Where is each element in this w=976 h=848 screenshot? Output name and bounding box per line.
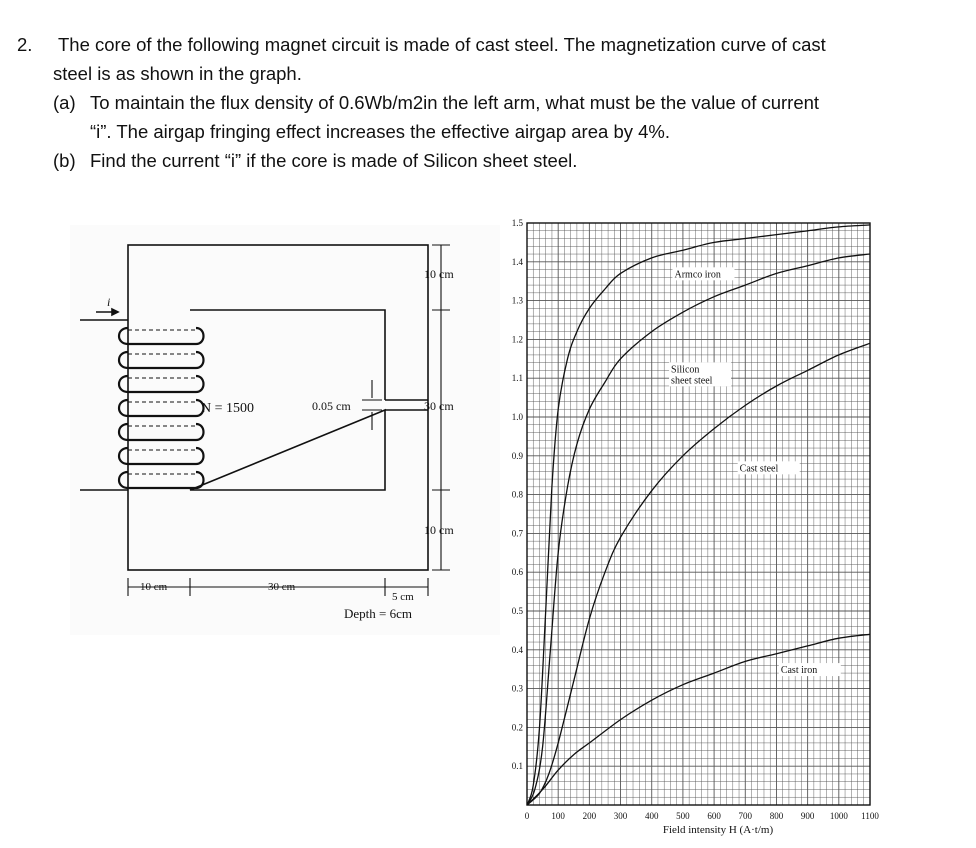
chart-x-tick-label: 300 — [613, 811, 628, 821]
question-line-1: The core of the following magnet circuit is made of cast steel. The magnetization curve of cast — [58, 34, 826, 55]
chart-x-tick-label: 100 — [551, 811, 565, 821]
chart-y-tick-label: 0.3 — [511, 683, 523, 694]
chart-x-tick-label: 1000 — [829, 811, 848, 821]
question-line-2: steel is as shown in the graph. — [53, 63, 302, 84]
chart-grid — [527, 223, 870, 805]
chart-x-tick-label: 1100 — [861, 811, 879, 821]
chart-series-label: Cast steel — [739, 463, 779, 475]
chart-series-line-silicon-sheet-steel — [527, 254, 870, 805]
chart-series-lines — [527, 225, 870, 805]
chart-y-tick-label: 1.5 — [511, 218, 523, 228]
chart-y-tick-label: 0.9 — [511, 450, 523, 461]
part-b-line-1: Find the current “i” if the core is made of Silicon sheet steel. — [90, 150, 578, 171]
chart-y-tick-label: 0.5 — [511, 606, 523, 616]
chart-x-tick-label: 400 — [644, 811, 659, 821]
chart-y-tick-label: 0.8 — [511, 489, 523, 500]
chart-x-tick-label: 0 — [524, 811, 530, 821]
gap-label: 0.05 cm — [312, 399, 351, 413]
part-a-line-1: To maintain the flux density of 0.6Wb/m2in the left arm, what must be the value of current — [90, 92, 820, 113]
current-label: i — [107, 295, 111, 309]
chart-y-tick-label: 1.3 — [511, 295, 523, 306]
chart-series-line-armco-iron — [527, 225, 870, 805]
left-dimension-label: 10 cm — [140, 581, 168, 593]
part-b-label: (b) — [53, 150, 76, 171]
chart-y-tick-label: 1.0 — [511, 412, 523, 422]
chart-x-tick-label: 900 — [800, 811, 815, 821]
gap-width-dimension-label: 5 cm — [392, 591, 414, 603]
chart-x-tick-label: 600 — [707, 811, 721, 821]
chart-x-tick-label: 700 — [738, 811, 753, 821]
chart-series-line-cast-steel — [527, 343, 870, 805]
top-dimension-label: 10 cm — [424, 267, 454, 281]
chart-y-tick-label: 1.2 — [511, 334, 523, 345]
chart-y-tick-label: 0.4 — [511, 644, 523, 655]
chart-y-tick-label: 0.1 — [511, 761, 523, 772]
bottom-right-dimension-label: 10 cm — [424, 523, 454, 537]
width-dimension-label: 30 cm — [268, 581, 296, 593]
chart-plot-frame — [527, 223, 870, 805]
part-a-label: (a) — [53, 92, 76, 113]
chart-x-tick-label: 500 — [676, 811, 690, 821]
part-a-line-2: “i”. The airgap fringing effect increases the effective airgap area by 4%. — [90, 121, 670, 142]
chart-series-label: Armco iron — [674, 269, 721, 281]
depth-label: Depth = 6cm — [344, 606, 412, 621]
chart-series-label: sheet steel — [671, 375, 713, 387]
chart-series-label: Silicon — [671, 364, 700, 376]
chart-y-tick-label: 1.4 — [511, 256, 523, 267]
chart-y-tick-label: 0.6 — [511, 567, 523, 578]
chart-y-tick-label: 0.7 — [511, 528, 523, 539]
chart-x-tick-label: 200 — [582, 811, 597, 821]
chart-x-axis-label: Field intensity H (A·t/m) — [662, 824, 774, 836]
chart-axes — [527, 223, 870, 805]
chart-y-tick-label: 1.1 — [511, 373, 523, 384]
chart-series-label: Cast iron — [780, 665, 818, 677]
turns-label: N = 1500 — [201, 401, 255, 416]
chart-y-tick-label: 0.2 — [511, 722, 523, 733]
chart-series-labels — [669, 267, 841, 676]
middle-dimension-label: 30 cm — [424, 399, 454, 413]
question-number: 2. — [17, 34, 33, 55]
chart-x-tick-label: 800 — [769, 811, 784, 821]
